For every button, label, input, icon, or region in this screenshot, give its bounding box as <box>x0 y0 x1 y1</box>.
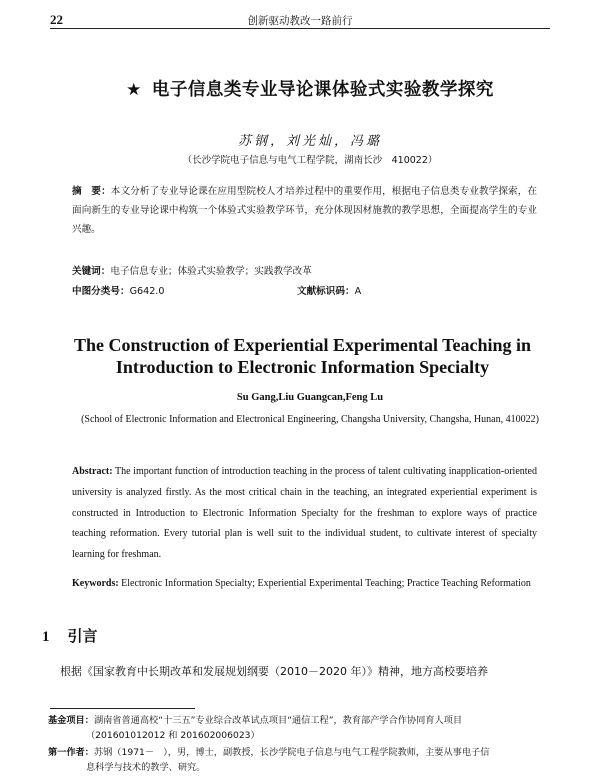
section-title: 引言 <box>67 627 98 645</box>
chinese-abstract-text: 本文分析了专业导论课在应用型院校人才培养过程中的重要作用，根据电子信息类专业教学探索，在面向新生的专业导论课中构筑一个体验式实验教学环节，充分体现因材施教的教学思想，全面提高学生的专业兴趣。 <box>72 186 538 235</box>
english-abstract-text: The important function of introduction teaching in the process of talent cultivating inapplication-oriented university is analyzed firstly. As the most critical chain in the teaching, an integrated experiential experiment is constructed in Introduction to Electronic Information Specialty for the freshman to explore ways of practice teaching reformation. Every tutorial plan is well suit to the individual student, to cultivate interest of specialty learning for freshman. <box>72 466 537 561</box>
footnote-divider <box>50 708 195 709</box>
english-keywords <box>72 575 537 592</box>
chinese-title-text: 电子信息类专业导论课体验式实验教学探究 <box>151 80 494 100</box>
running-title: 创新驱动教改一路前行 <box>247 15 353 27</box>
chinese-title <box>60 76 560 101</box>
fund-line-1: 湖南省普通高校“十三五”专业综合改革试点项目“通信工程”，教育部产学合作协同育人项目 <box>93 715 463 726</box>
section-heading <box>42 625 98 646</box>
chinese-keywords <box>72 263 537 277</box>
classification-line <box>72 283 537 297</box>
chinese-abstract-label: 摘 要： <box>72 186 111 197</box>
chinese-abstract <box>72 182 537 239</box>
running-header <box>50 8 550 29</box>
english-authors: Su Gang,Liu Guangcan,Feng Lu <box>236 392 384 403</box>
star-icon: ★ <box>126 80 142 100</box>
body-paragraph: 根据《国家教育中长期改革和发展规划纲要（2010－2020 年）》精神，地方高校要培养 <box>60 665 488 678</box>
english-abstract <box>72 462 537 566</box>
page-number: 22 <box>50 12 63 27</box>
clc-value: G642.0 <box>129 286 165 297</box>
english-abstract-label: Abstract: <box>72 466 113 477</box>
english-keywords-text: Electronic Information Specialty; Experiential Experimental Teaching; Practice Teaching Reformation <box>118 578 531 589</box>
doc-code-label: 文献标识码： <box>297 286 355 297</box>
doc-code-value: A <box>354 286 362 297</box>
english-affiliation: (School of Electronic Information and Electronical Engineering, Changsha University, Changsha, Hunan, 410022) <box>81 414 539 425</box>
author-note-label: 第一作者： <box>48 747 94 758</box>
english-title: The Construction of Experiential Experimental Teaching in Introduction to Electronic Information Specialty <box>73 335 532 377</box>
chinese-affiliation: （长沙学院电子信息与电气工程学院，湖南长沙 410022） <box>182 155 438 166</box>
chinese-keywords-text: 电子信息专业；体验式实验教学；实践教学改革 <box>110 266 312 277</box>
clc-label: 中图分类号： <box>72 286 130 297</box>
fund-label: 基金项目： <box>48 715 94 726</box>
author-line-1: 苏钢（1971－ ），男，博士，副教授，长沙学院电子信息与电气工程学院教师，主要从事电子信 <box>93 747 490 758</box>
footnote-fund <box>48 713 558 743</box>
chinese-keywords-label: 关键词： <box>72 266 111 277</box>
author-line-2: 息科学与技术的教学、研究。 <box>86 762 206 773</box>
footnote-author <box>48 745 558 775</box>
english-keywords-label: Keywords: <box>72 578 119 589</box>
section-number: 1 <box>42 629 50 645</box>
fund-line-2: （201601012012 和 201602006023） <box>86 730 260 741</box>
chinese-authors: 苏钢，刘光灿，冯璐 <box>237 134 382 149</box>
